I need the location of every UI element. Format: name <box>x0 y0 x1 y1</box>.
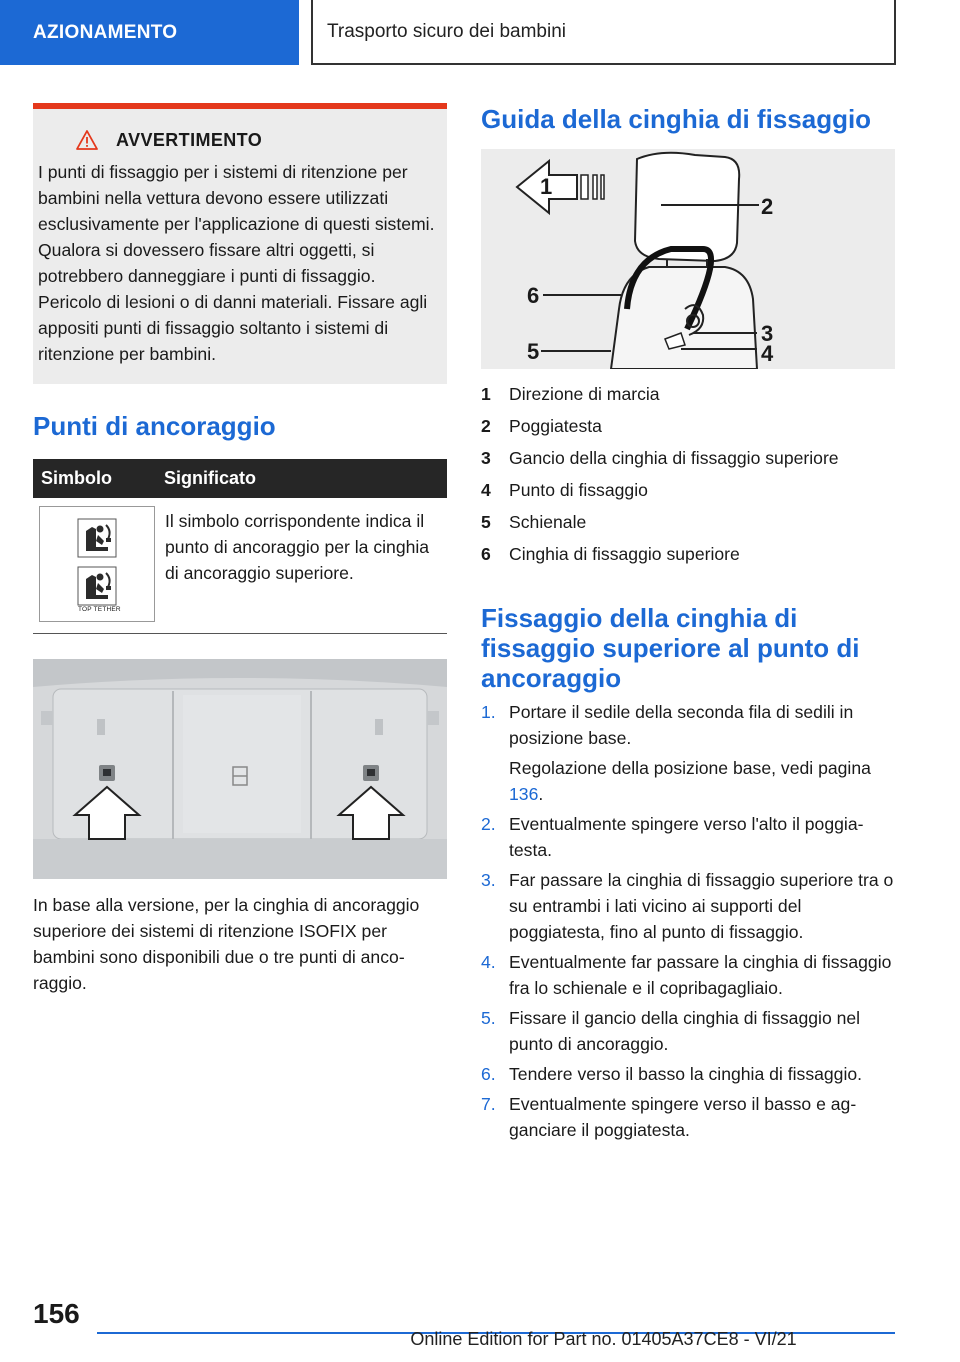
guide-heading: Guida della cinghia di fissaggio <box>481 104 872 134</box>
figure-label-4: 4 <box>761 341 774 366</box>
step-note: Regolazione della posizione base, vedi pagina 136. <box>509 758 871 804</box>
warning-icon <box>76 130 98 150</box>
figure-legend <box>481 381 895 573</box>
figure-label-5: 5 <box>527 339 540 364</box>
step-item: 6. Tendere verso il basso la cinghia di fissaggio. <box>481 1064 863 1084</box>
step-item: 4. Eventualmente far passare la cinghia di fissaggio fra lo schienale e il copribagagliaio. <box>481 952 892 998</box>
trunk-illustration <box>33 659 447 879</box>
legend-item: 2 Poggiatesta <box>481 416 602 436</box>
step-item: 5. Fissare il gancio della cinghia di fissaggio nel punto di ancoraggio. <box>481 1008 861 1054</box>
step-item: 7. Eventualmente spingere verso il basso e agganciare il poggiatesta. <box>481 1094 857 1140</box>
page-number: 156 <box>33 1298 80 1329</box>
table-header-symbol: Simbolo <box>41 468 112 488</box>
figure-label-1: 1 <box>540 174 553 199</box>
steps-list <box>481 699 895 1147</box>
table-bottom-rule <box>33 633 447 634</box>
legend-item: 1 Direzione di marcia <box>481 384 660 404</box>
figure-label-3: 3 <box>761 321 774 346</box>
section-tab <box>0 0 299 65</box>
edition-footer: Online Edition for Part no. 01405A37CE8 - VI/21 <box>410 1329 797 1349</box>
table-header-meaning: Significato <box>164 468 257 488</box>
warning-title-row <box>33 127 437 153</box>
chapter-header <box>311 0 896 65</box>
figure-label-2: 2 <box>761 194 774 219</box>
step-item: 2. Eventualmente spingere verso l'alto il poggiatesta. <box>481 814 864 860</box>
step-item: 3. Far passare la cinghia di fissaggio superiore tra o su entrambi i lati vicino ai supporti del poggiatesta, fino al punto di fissaggio. <box>481 870 894 942</box>
page-link[interactable]: 136 <box>509 784 539 804</box>
warning-title: AVVERTIMENTO <box>116 129 263 150</box>
step-item: 1. Portare il sedile della seconda fila di sedili in posizione base. <box>481 702 854 748</box>
chapter-title: Trasporto sicuro dei bambini <box>327 20 567 42</box>
child-seat-anchor-icon <box>40 507 154 621</box>
table-header <box>33 459 447 498</box>
trunk-anchor-photo <box>33 659 447 879</box>
attach-heading: Fissaggio della cinghia di fissaggio superiore al punto di ancoraggio <box>481 603 860 693</box>
top-tether-caption: TOP TETHER <box>78 606 121 613</box>
legend-item: 3 Gancio della cinghia di fissaggio superiore <box>481 448 839 468</box>
section-title: AZIONAMENTO <box>33 21 178 43</box>
legend-item: 4 Punto di fissaggio <box>481 480 648 500</box>
headrest-diagram <box>481 149 895 369</box>
anchor-body-text: In base alla versione, per la cinghia di ancoraggio superiore dei sistemi di ritenzione ISOFIX per bambini sono disponibili due o tre punti di ancoraggio. <box>33 895 420 993</box>
symbol-cell <box>39 506 155 622</box>
legend-item: 6 Cinghia di fissaggio superiore <box>481 544 740 564</box>
warning-box <box>33 103 447 384</box>
warning-text: I punti di fissaggio per i sistemi di ritenzione per bambini nella vettura devono essere utilizzati esclusivamente per l'applicazione di questi sistemi. Qualora si dovessero fissare altri oggetti, si potrebbero danneggiare i punti di fissaggio. Pericolo di lesioni o di danni materiali. Fissare agli appositi punti di fissaggio soltanto i sistemi di ritenzione per bambini. <box>38 162 435 364</box>
legend-item: 5 Schienale <box>481 512 587 532</box>
table-meaning-text: Il simbolo corrispondente indica il punto di ancoraggio per la cinghia di ancoraggio superiore. <box>165 511 430 583</box>
figure-label-6: 6 <box>527 283 540 308</box>
anchor-heading: Punti di ancoraggio <box>33 411 276 441</box>
